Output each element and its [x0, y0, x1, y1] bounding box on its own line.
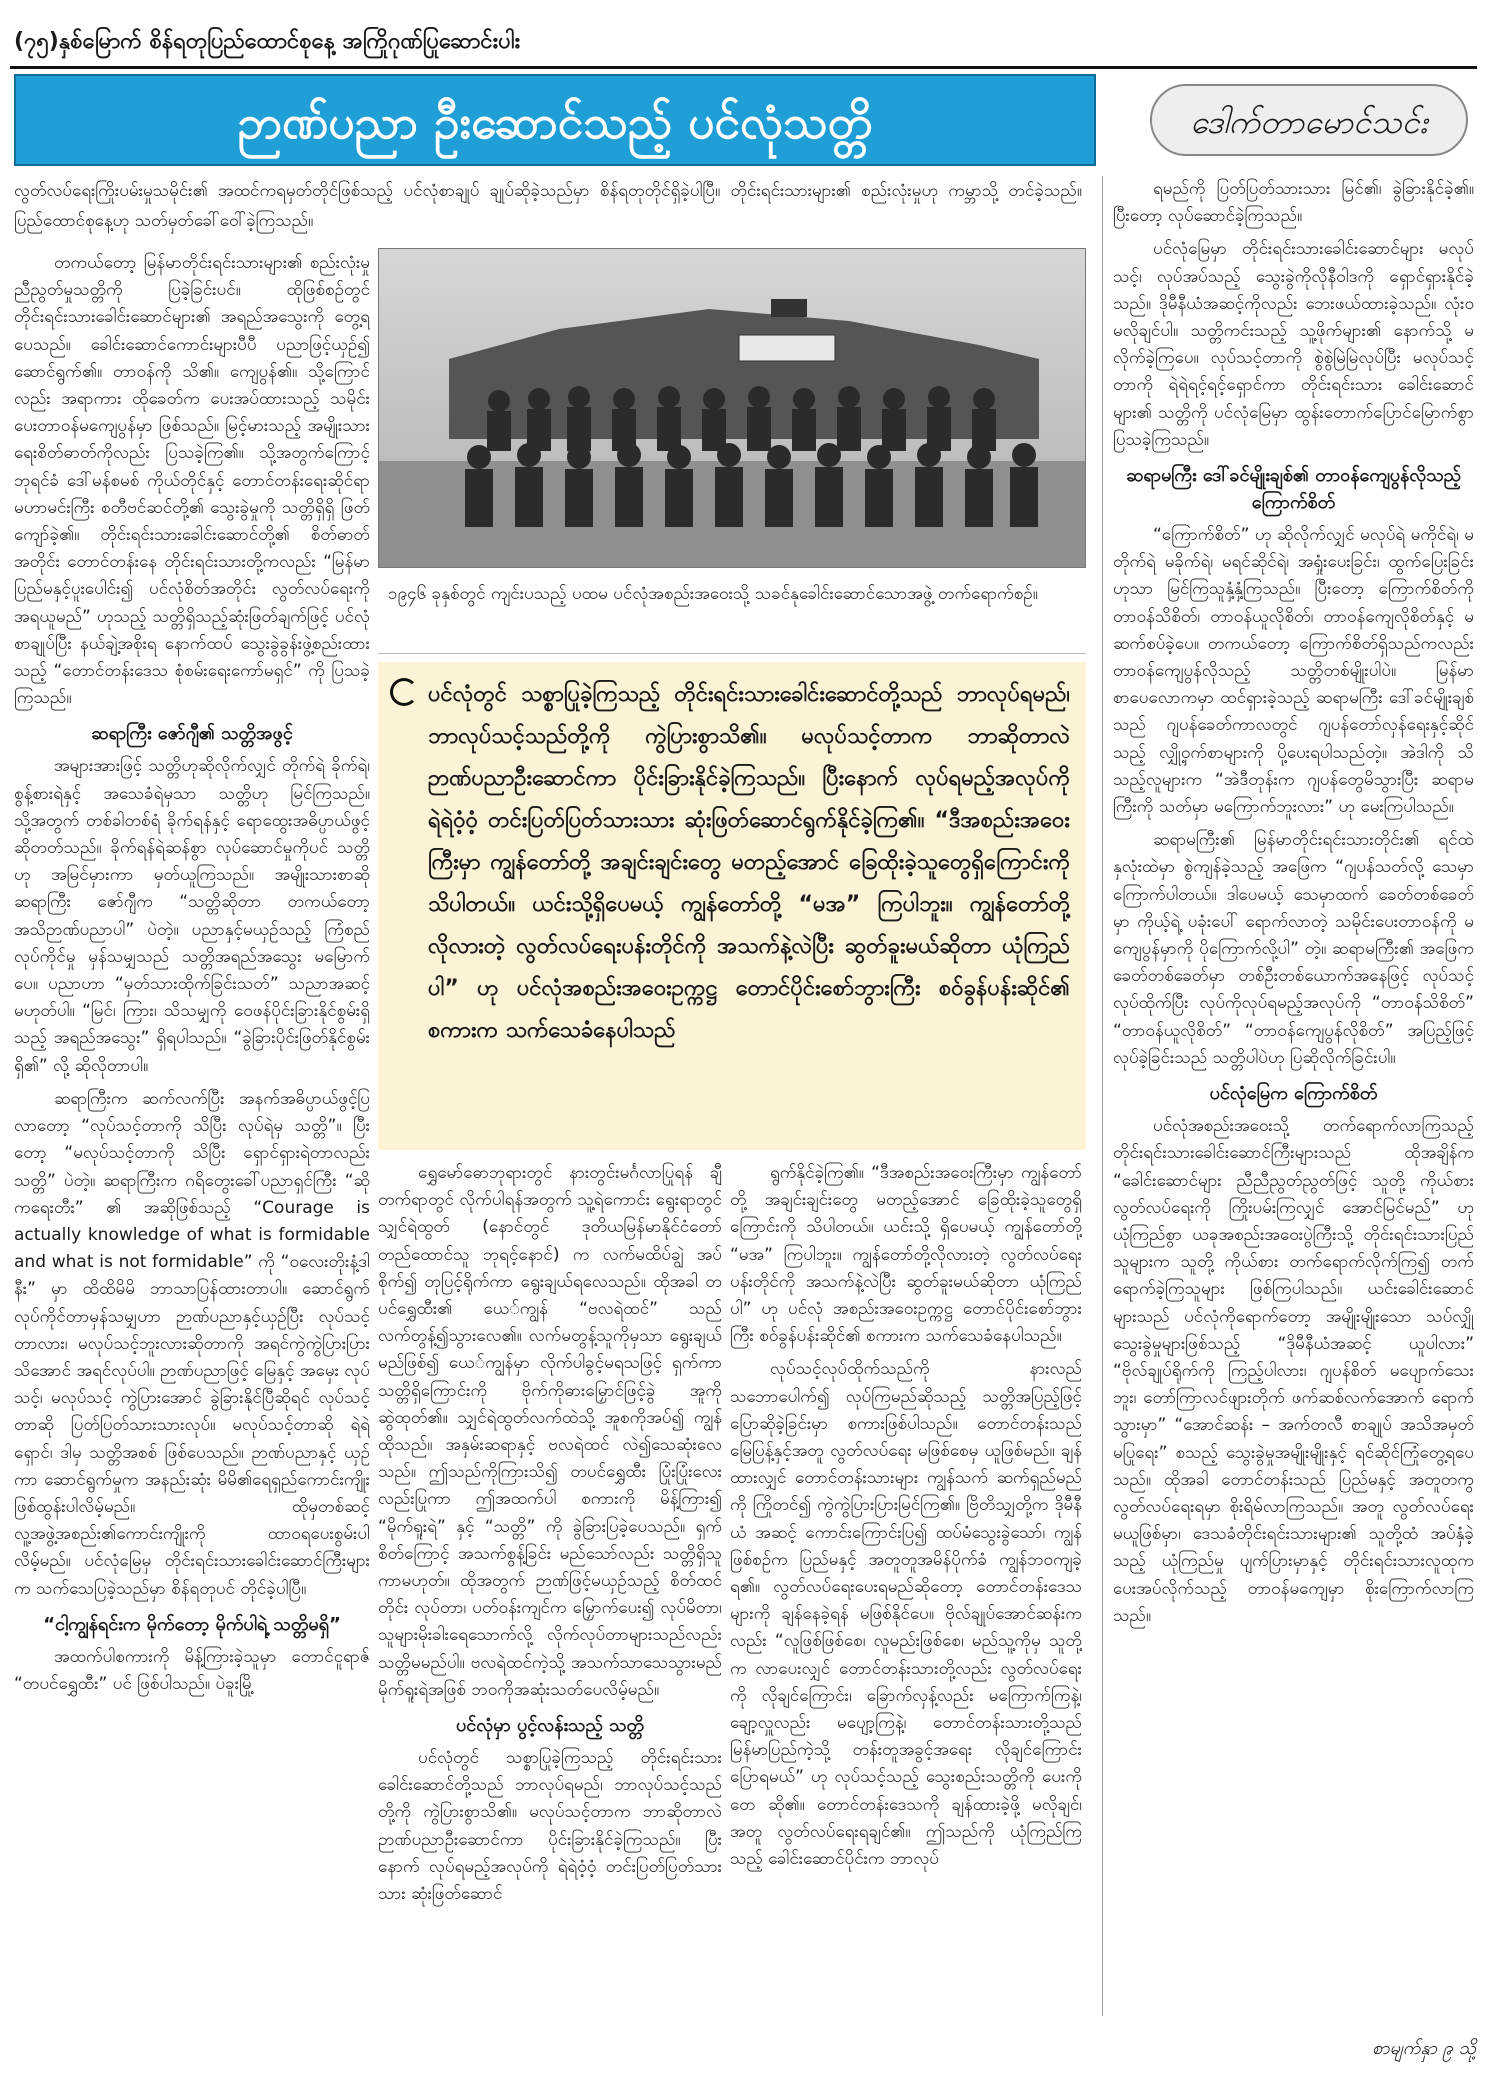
body-paragraph: အထက်ပါစကားကို မိန့်ကြားခဲ့သူမှာ တောင်ငူရာဇ် “တပင်ရွှေထီး” ပင် ဖြစ်ပါသည်။ ပဲခူးမြို့: [14, 1646, 370, 1694]
section-heading: ဆရာမကြီး ဒေါ်ခင်မျိုးချစ်၏ တာဝန်ကျေပွန်လိုသည့် ကြောက်စိတ်: [1125, 465, 1462, 514]
lead-paragraph: [14, 176, 1082, 240]
author-name: ဒေါက်တာမောင်သင်း: [1190, 103, 1428, 141]
body-paragraph: “ကြောက်စိတ်” ဟု ဆိုလိုက်လျှင် မလုပ်ရဲ မကိုင်ရဲ၊ မတိုက်ရဲ မခိုက်ရဲ၊ မရင်ဆိုင်ရဲ၊ အရှုံးပေးခြင်း၊ ထွက်ပြေးခြင်းဟုသာ မြင်ကြသူနှံ့နှံ့ကြသည်။ ပြီးတော့ ကြောက်စိတ်ကို တာဝန်သိစိတ်၊ တာဝန်ယူလိုစိတ်၊ တာဝန်ကျေလိုစိတ်နှင့် မဆက်စပ်ခဲ့ပေ။ တကယ်တော့ ကြောက်စိတ်ရှိသည်ကလည်း တာဝန်ကျေပွန်လိုသည့် သတ္တိတစ်မျိုးပါပဲ။ မြန်မာစာပေလောကမှာ ထင်ရှားခဲ့သည့် ဆရာမကြီး ဒေါ်ခင်မျိုးချစ်သည် ဂျပန်ခေတ်ကာလတွင် ဂျပန်တော်လှန်ရေးနှင့်ဆိုင်သည့် လျှို့ဝှက်စာများကို ပို့ပေးရပါသည်တဲ့။ အဲဒါကို သိသည့်လူများက “အဲဒီတုန်းက ဂျပန်တွေမိသွားပြီး ဆရာမကြီးကို သတ်မှာ မကြောက်ဘူးလား” ဟု မေးကြပါသည်။: [1113, 525, 1474, 818]
body-paragraph: ဆရာကြီးက ဆက်လက်ပြီး အနက်အဓိပ္ပာယ်ဖွင့်ပြလာတော့ “လုပ်သင့်တာကို သိပြီး လုပ်ရဲမှ သတ္တိ”။ ပြီးတော့ “မလုပ်သင့်တာကို သိပြီး ရှောင်ရှားရဲတာလည်း သတ္တိ” ပဲတဲ့။ ဆရာကြီးက ဂရိတွေးခေါ်ပညာရှင်ကြီး “ဆိုကရေးတီး” ၏ အဆိုဖြစ်သည့် “Courage is actually knowledge of what is formidable and what is not formidable” ကို “ဝလေးတိုးနံ့ဒါနီး” မှာ ထိထိမိမိ ဘာသာပြန်ထားတာပါ။ ဆောင်ရွက်လုပ်ကိုင်တာမှန်သမျှဟာ ဉာဏ်ပညာနှင့်ယှဉ်ပြီး လုပ်သင့်တာလား၊ မလုပ်သင့်ဘူးလားဆိုတာကို အရင်ကွဲကွဲပြားပြားသိအောင် အရင်လုပ်ပါ။ ဉာဏ်ပညာဖြင့် မြေနှင့် အမှေး လုပ်သင့်၊ မလုပ်သင့် ကွဲပြားအောင် ခွဲခြားနိုင်ပြီဆိုရင် လုပ်သင့်တာဆို ပြတ်ပြတ်သားသားလုပ်။ မလုပ်သင့်တာဆို ရဲရဲရှောင်၊ ဒါမှ သတ္တိအစစ် ဖြစ်ပေသည်။ ဉာဏ်ပညာနှင့် ယှဉ်ကာ ဆောင်ရွက်မှုက အနည်းဆုံး မိမိ၏ရေရှည်ကောင်းကျိုးဖြစ်ထွန်းပါလိမ့်မည်။ ထိုမှတစ်ဆင့် လူ့အဖွဲ့အစည်း၏ကောင်းကျိုးကို ထာဝရပေးစွမ်းပါလိမ့်မည်။ ပင်လုံမြေမှ တိုင်းရင်းသားခေါင်းဆောင်ကြီးများက သက်သေပြခဲ့သည်မှာ စိန်ရတုပင် တိုင်ခဲ့ပါပြီ။: [14, 1088, 370, 1599]
body-paragraph: ရွက်နိုင်ခဲ့ကြ၏။ “ဒီအစည်းအဝေးကြီးမှာ ကျွန်တော်တို့ အချင်းချင်းတွေ မတည့်အောင် ခြေထိုးခဲ့သူတွေရှိကြောင်းကို သိပါတယ်။ ယင်းသို့ ရှိပေမယ့် ကျွန်တော်တို့ “မအ” ကြပါဘူး။ ကျွန်တော်တို့လိုလားတဲ့ လွတ်လပ်ရေးပန်းတိုင်ကို အသက်နဲ့လဲပြီး ဆွတ်ခူးမယ်ဆိုတာ ယုံကြည်ပါ” ဟု ပင်လုံ အစည်းအဝေးဥက္ကဋ္ဌ တောင်ပိုင်းစော်ဘွားကြီး စဝ်ခွန်ပန်းဆိုင်၏ စကားက သက်သေခံနေပါသည်။: [730, 1163, 1082, 1347]
historical-photo: [378, 248, 1086, 568]
section-heading: ပင်လုံမြေက ကြောက်စိတ်: [1209, 1083, 1378, 1105]
article-column-4: [1102, 176, 1474, 2016]
body-paragraph: ရမည်ကို ပြတ်ပြတ်သားသား မြင်၏၊ ခွဲခြားနိုင်ခဲ့၏။ ပြီးတော့ လုပ်ဆောင်ခဲ့ကြသည်။: [1113, 179, 1474, 227]
header-divider: [10, 66, 1477, 69]
section-heading: “ငါ့ကျွန်ရင်းက မိုက်တော့ မိုက်ပါရဲ့ သတ္တိမရှိ”: [43, 1613, 341, 1635]
pull-quote-text: ပင်လုံတွင် သစ္စာပြုခဲ့ကြသည့် တိုင်းရင်းသားခေါင်းဆောင်တို့သည် ဘာလုပ်ရမည်၊ ဘာလုပ်သင့်သည်တို့ကို ကွဲပြားစွာသိ၏။ မလုပ်သင့်တာက ဘာဆိုတာလဲ ဉာဏ်ပညာဦးဆောင်ကာ ပိုင်းခြားနိုင်ခဲ့ကြသည်။ ပြီးနောက် လုပ်ရမည့်အလုပ်ကို ရဲရဲဝံ့ဝံ့ တင်းပြတ်ပြတ်သားသား ဆုံးဖြတ်ဆောင်ရွက်နိုင်ခဲ့ကြ၏။ “ဒီအစည်းအဝေးကြီးမှာ ကျွန်တော်တို့ အချင်းချင်းတွေ မတည့်အောင် ခြေထိုးခဲ့သူတွေရှိကြောင်းကို သိပါတယ်။ ယင်းသို့ရှိပေမယ့် ကျွန်တော်တို့ “မအ” ကြပါဘူး။ ကျွန်တော်တို့လိုလားတဲ့ လွတ်လပ်ရေးပန်းတိုင်ကို အသက်နဲ့လဲပြီး ဆွတ်ခူးမယ်ဆိုတာ ယုံကြည်ပါ” ဟု ပင်လုံအစည်းအဝေးဥက္ကဋ္ဌ တောင်ပိုင်းစော်ဘွားကြီး စဝ်ခွန်ပန်းဆိုင်၏ စကားက သက်သေခံနေပါသည်: [428, 682, 1070, 1043]
article-title: ဉာဏ်ပညာ ဦးဆောင်သည့် ပင်လုံသတ္တိ: [237, 95, 873, 149]
article-column-2: [378, 1160, 722, 2038]
body-paragraph: ပင်လုံမြေမှာ တိုင်းရင်းသားခေါင်းဆောင်များ မလုပ်သင့်၊ လုပ်အပ်သည့် သွေးခွဲကိုလိုနီဝါဒကို ရှောင်ရှားနိုင်ခဲ့သည်။ ဒိုမီနီယံအဆင့်ကိုလည်း ဘေးဖယ်ထားခဲ့သည်။ လုံးဝမလိုချင်ပါ။ သတ္တိကင်းသည့် သူ့ဖိုက်များ၏ နောက်သို့ မလိုက်ခဲ့ကြပေ။ လုပ်သင့်တာကို စွဲစွဲမြဲမြဲလုပ်ပြီး မလုပ်သင့်တာကို ရဲရဲရင့်ရင့်ရှောင်ကာ တိုင်းရင်းသား ခေါင်းဆောင်များ၏ သတ္တိကို ပင်လုံမြေမှာ ထွန်းတောက်ပြောင်မြောက်စွာ ပြသခဲ့ကြသည်။: [1113, 239, 1474, 450]
body-paragraph: ဆရာမကြီး၏ မြန်မာတိုင်းရင်းသားတိုင်း၏ ရင်ထဲနှလုံးထဲမှာ စွဲကျန်ခဲ့သည့် အဖြေက “ဂျပန်သတ်လို့ သေမှာကြောက်ပါတယ်။ ဒါပေမယ့် သေမှာထက် ခေတ်တစ်ခေတ်မှာ ကိုယ့်ရဲ့ ပခုံးပေါ် ရောက်လာတဲ့ သမိုင်းပေးတာဝန်ကို မကျေပွန်မှာကို ပိုကြောက်လို့ပါ” တဲ့။ ဆရာမကြီး၏ အဖြေက ခေတ်တစ်ခေတ်မှာ တစ်ဦးတစ်ယောက်အနေဖြင့် လုပ်သင့်လုပ်ထိုက်ပြီး လုပ်ကိုလုပ်ရမည့်အလုပ်ကို “တာဝန်သိစိတ်” “တာဝန်ယူလိုစိတ်” “တာဝန်ကျေပွန်လိုစိတ်” အပြည့်ဖြင့် လုပ်ခဲ့ခြင်းသည် သတ္တိပါပဲဟု ပြဆိုလိုက်ခြင်းပါ။: [1113, 830, 1474, 1068]
title-banner: [14, 74, 1096, 166]
section-heading: ပင်လုံမှာ ပွင့်လန်းသည့် သတ္တိ: [455, 1715, 645, 1737]
body-paragraph: ရွှေမော်ဓောဘုရားတွင် နားတွင်းမင်္ဂလာပြုရန် ချီတက်ရာတွင် လိုက်ပါရန်အတွက် သူ့ရဲကောင်း ရွေးရာတွင် သျှင်ရဲထွတ် (နောင်တွင် ဒုတိယမြန်မာနိုင်ငံတော် တည်ထောင်သူ ဘုရင့်နောင်) က လက်မထိပ်ချွဲ အပ်စိုက်၍ တုပြင့်ရိုက်ကာ ရွေးချယ်ရလေသည်။ ထိုအခါ တပင်ရွှေထီး၏ ယေ်ကျွန် “ဗလရဲထင်” သည် လက်တွန့်၍သွားလေ၏။ လက်မတွန့်သူကိုမှသာ ရွေးချယ်မည်ဖြစ်၍ ယေ်ကျွန်မှာ လိုက်ပါခွင့်မရသဖြင့် ရှက်ကာ သတ္တိရှိကြောင်းကို ဗိုက်ကိုဓားမြှောင်ဖြင့်ခွဲ အူကိုဆွဲထုတ်၏။ သျှင်ရဲထွတ်လက်ထဲသို့ အူစကိုအပ်၍ ကျွန်ထိုသည်။ အနှမ်းဆရာနှင့် ဗလရဲထင် လဲ၍သေဆုံးလေသည်။ ဤသည်ကိုကြားသိ၍ တပင်ရွှေထီး ပြုံးပြုံးလေးလည်းပြုကာ ဤအထက်ပါ စကားကို မိန့်ကြား၍ “မိုက်ရူးရဲ” နှင့် “သတ္တိ” ကို ခွဲခြားပြခဲ့ပေသည်။ ရှက်စိတ်ကြောင့် အသက်စွန့်ခြင်း မည်သော်လည်း သတ္တိရှိသူကာမဟုတ်။ ထိုအတွက် ဉာဏ်ဖြင့်မယှဉ်သည့် စိတ်ထင်တိုင်း လုပ်တာ၊ ပတ်ဝန်းကျင်က မြှောက်ပေး၍ လုပ်မိတာ၊ သူများမိုးခါးရေသောက်လို့ လိုက်လုပ်တာများသည်လည်း သတ္တိမမည်ပါ။ ဗလရဲထင်ကဲ့သို့ အသက်သာသေသွားမည် မိုက်ရူးရဲအဖြစ် ဘဝကိုအဆုံးသတ်ပေလိမ့်မည်။: [378, 1163, 722, 1700]
page-header: (၇၅)နှစ်မြောက် စိန်ရတုပြည်ထောင်စုနေ့ အကြိုဂုဏ်ပြုဆောင်းပါး: [14, 29, 521, 54]
continued-on-page: စာမျက်နှာ ၉ သို့: [1372, 2038, 1476, 2059]
quote-bullet-icon: [390, 678, 418, 706]
body-paragraph: တကယ်တော့ မြန်မာတိုင်းရင်းသားများ၏ စည်းလုံးမှု ညီညွတ်မှုသတ္တိကို ပြခဲ့ခြင်းပင်။ ထိုဖြစ်စဉ်တွင် တိုင်းရင်းသားခေါင်းဆောင်များ၏ အရည်အသွေးကို တွေ့ရပေသည်။ ခေါင်းဆောင်ကောင်းများပီပီ ပညာဖြင့်ယှဉ်၍ ဆောင်ရွက်၏။ တာဝန်ကို သိ၏။ ကျေပွန်၏။ သို့ကြောင်လည်း အရာကား ထိုခေတ်က ပေးအပ်ထားသည့် သမိုင်းပေးတာဝန်မကျေပွန်မှာ ဖြစ်သည်။ မြင့်မားသည့် အမျိုးသားရေးစိတ်ဓာတ်ကိုလည်း ပြသခဲ့ကြ၏။ သို့အတွက်ကြောင့် ဘုရင်ခံ ဒေါ်မန်စမစ် ကိုယ်တိုင်နှင့် တောင်တန်းရေးဆိုင်ရာ မဟာမင်းကြီး စတီဗင်ဆင်တို့၏ သွေးခွဲမှုကို သတ္တိရှိရှိ ဖြတ်ကျော်ခဲ့၏။ တိုင်းရင်းသားခေါင်းဆောင်တို့၏ စိတ်ဓာတ်အတိုင်း တောင်တန်းနေ တိုင်းရင်းသားတို့ကလည်း “မြန်မာပြည်မနှင့်ပူးပေါင်း၍ ပင်လုံစိတ်အတိုင်း လွတ်လပ်ရေးကို အရယူမည်” ဟုသည့် သတ္တိရှိသည့်ဆုံးဖြတ်ချက်ဖြင့် ပင်လုံစာချုပ်ပြီး နယ်ချဲ့အစိုးရ နောက်ထပ် သွေးခွဲခွန်းဖွဲ့စည်းထားသည့် “တောင်တန်းဒေသ စုံစမ်းရေးကော်မရှင်” ကို ပြသခဲ့ကြသည်။: [14, 253, 370, 709]
body-paragraph: အများအားဖြင့် သတ္တိဟုဆိုလိုက်လျှင် တိုက်ရဲ ခိုက်ရဲ၊ စွန့်စားရဲနှင့် အသေခံရဲမှသာ သတ္တိဟု မြင်ကြသည်။ သို့အတွက် တစ်ခါတစ်ရံ ခိုက်ရန်နှင့် ရောထွေးအဓိပ္ပာယ်ဖွင့်ဆိုတတ်သည်။ ခိုက်ရန်ရဲဆန်စွာ လုပ်ဆောင်မှုကိုပင် သတ္တိဟု အမြင်မှားကာ မှတ်ယူကြသည်။ အမျိုးသားစာဆို ဆရာကြီး ဇော်ဂျီက “သတ္တိဆိုတာ တကယ်တော့ အသိဉာဏ်ပညာပါ” ပဲတဲ့။ ပညာနှင့်မယှဉ်သည့် ကြံစည်လုပ်ကိုင်မှု မှန်သမျှသည် သတ္တိအရည်အသွေး မမြောက်ပေ။ ပညာဟာ “မှတ်သားထိုက်ခြင်းသတ်” သညာအဆင့် မဟုတ်ပါ။ “မြင်၊ ကြား၊ သိသမျှကို ဝေဖန်ပိုင်းခြားနိုင်စွမ်းရှိသည့် အရည်အသွေး” ရှိရပါသည်။ “ခွဲခြားပိုင်းဖြတ်နိုင်စွမ်းရှိ၏” လို့ ဆိုလိုတာပါ။: [14, 756, 370, 1076]
section-heading: ဆရာကြီး ဇော်ဂျီ၏ သတ္တိအဖွင့်: [91, 723, 293, 745]
article-column-1: [14, 250, 370, 2038]
body-paragraph: ပင်လုံတွင် သစ္စာပြုခဲ့ကြသည့် တိုင်းရင်းသားခေါင်းဆောင်တို့သည် ဘာလုပ်ရမည်၊ ဘာလုပ်သင့်သည်တို့ကို ကွဲပြားစွာသိ၏။ မလုပ်သင့်တာက ဘာဆိုတာလဲ ဉာဏ်ပညာဦးဆောင်ကာ ပိုင်းခြားနိုင်ခဲ့ကြသည်။ ပြီးနောက် လုပ်ရမည့်အလုပ်ကို ရဲရဲဝံ့ဝံ့ တင်းပြတ်ပြတ်သားသား ဆုံးဖြတ်ဆောင်: [378, 1748, 722, 1905]
photo-illustration: [379, 249, 1085, 567]
article-column-3: [730, 1160, 1082, 2038]
photo-caption: ၁၉၄၆ ခုနှစ်တွင် ကျင်းပသည့် ပထမ ပင်လုံအစည်းအဝေးသို့ သခင်နုခေါင်းဆောင်သောအဖွဲ့ တက်ရောက်စဉ်။: [378, 574, 1086, 654]
pull-quote: [378, 662, 1086, 1150]
author-box: [1150, 84, 1468, 156]
body-paragraph: လုပ်သင့်လုပ်ထိုက်သည်ကို နားလည်သဘောပေါက်၍ လုပ်ကြမည်ဆိုသည့် သတ္တိအပြည့်ဖြင့် ပြောဆိုခဲ့ခြင်းမှာ စကားဖြစ်ပါသည်။ တောင်တန်းသည် မြေပြန့်နှင့်အတူ လွတ်လပ်ရေး မဖြစ်စေမှ ယူဖြစ်မည်။ ချန်ထားလျှင် တောင်တန်းသားများ ကျွန်သက် ဆက်ရှည်မည်ကို ကြိုတင်၍ ကွဲကွဲပြားပြားမြင်ကြ၏။ ဗြိတိသျှတို့က ဒိုမီနီယံ အဆင့် ကောင်းကြောင်းပြ၍ ထပ်မံသွေးခွဲသော်၊ ကျွန်ဖြစ်စဉ်က ပြည်မနှင့် အတူတူအမိန်ပိုက်ခံ ကျွန်ဘဝကျခဲ့ရ၏။ လွတ်လပ်ရေးပေးရမည်ဆိုတော့ တောင်တန်းဒေသများကို ချန်နေခဲ့ရန် မဖြစ်နိုင်ပေ။ ဗိုလ်ချုပ်အောင်ဆန်းကလည်း “လူဖြစ်ဖြစ်စေ၊ လူမည်းဖြစ်စေ၊ မည်သူ့ကိုမှ သူတို့က လာပေးလျှင် တောင်တန်းသားတို့လည်း လွတ်လပ်ရေးကို လိုချင်ကြောင်း၊ ခြောက်လှန့်လည်း မကြောက်ကြနဲ့၊ ချော့လှူလည်း မပျော့ကြနဲ့၊ တောင်တန်းသားတို့သည် မြန်မာပြည်ကဲ့သို့ တန်းတူအခွင့်အရေး လိုချင်ကြောင်း ပြောရမယ်” ဟု လုပ်သင့်သည့် သွေးစည်းသတ္တိကို ပေးကိုဝော ဆို၏။ တောင်တန်းဒေသကို ချန်ထားခဲ့ဖို့ မလိုချင်၊ အတူ လွတ်လပ်ရေးရချင်၏။ ဤသည်ကို ယုံကြည်ကြသည့် ခေါင်းဆောင်ပိုင်းက ဘာလုပ်: [730, 1359, 1082, 1870]
lead-text: လွတ်လပ်ရေးကြိုးပမ်းမှုသမိုင်း၏ အထင်ကရမှတ်တိုင်ဖြစ်သည့် ပင်လုံစာချုပ် ချုပ်ဆိုခဲ့သည်မှာ စိန်ရတုတိုင်ရှိခဲ့ပါပြီ။ တိုင်းရင်းသားများ၏ စည်းလုံးမှုဟု ကမ္ဘာသို့ တင်ခဲ့သည်။ ပြည်ထောင်စုနေ့ဟု သတ်မှတ်ခေါ်ဝေါ်ခဲ့ကြသည်။: [14, 181, 1082, 231]
body-paragraph: ပင်လုံအစည်းအဝေးသို့ တက်ရောက်လာကြသည့် တိုင်းရင်းသားခေါင်းဆောင်ကြီးများသည် ထိုအချိန်က “ခေါင်းဆောင်များ ညီညီညွတ်ညွတ်ဖြင့် သူတို့ ကိုယ်စား လွတ်လပ်ရေးကို ကြိုးပမ်းကြလျှင် အောင်မြင်မည်” ဟု ယုံကြည်စွာ ယခုအစည်းအဝေးပွဲကြီးသို့ တိုင်းရင်းသားပြည်သူများက သူတို့ ကိုယ်စား တက်ရောက်လိုက်ကြ၍ တက်ရောက်ခဲ့ကြသူများ ဖြစ်ကြပါသည်။ ယင်းခေါင်းဆောင်များသည် ပင်လုံကိုရောက်တော့ အမျိုးမျိုးသော သပ်လျှိုသွေးခွဲမှုများဖြစ်သည့် “ဒိုမီနီယံအဆင့် ယူပါလား” “ဗိုလ်ချုပ်ရိုက်ကို ကြည့်ပါလား၊ ဂျပန်စိတ် မပျောက်သေးဘူး၊ တော်ကြာလင်ဖျားတိုက် ဖက်ဆစ်လက်အောက် ရောက်သွားမှာ” “အောင်ဆန်း – အက်တလီ စာချုပ် အသိအမှတ် မပြုရေး” စသည့် သွေးခွဲမှုအမျိုးမျိုးနှင့် ရင်ဆိုင်ကြုံတွေ့ရပေသည်။ ထိုအခါ တောင်တန်းသည် ပြည်မနှင့် အတူတကွ လွတ်လပ်ရေးရမှာ စိုးရိမ်လာကြသည်။ အတူ လွတ်လပ်ရေး မယူဖြစ်မှာ၊ ဒေသခံတိုင်းရင်းသားများ၏ သူတို့ထံ အပ်နှံခဲ့သည့် ယုံကြည်မှု ပျက်ပြားမှာနှင့် တိုင်းရင်းသားလူထုကပေးအပ်လိုက်သည့် တာဝန်မကျေမှာ စိုးကြောက်လာကြသည်။: [1113, 1116, 1474, 1626]
